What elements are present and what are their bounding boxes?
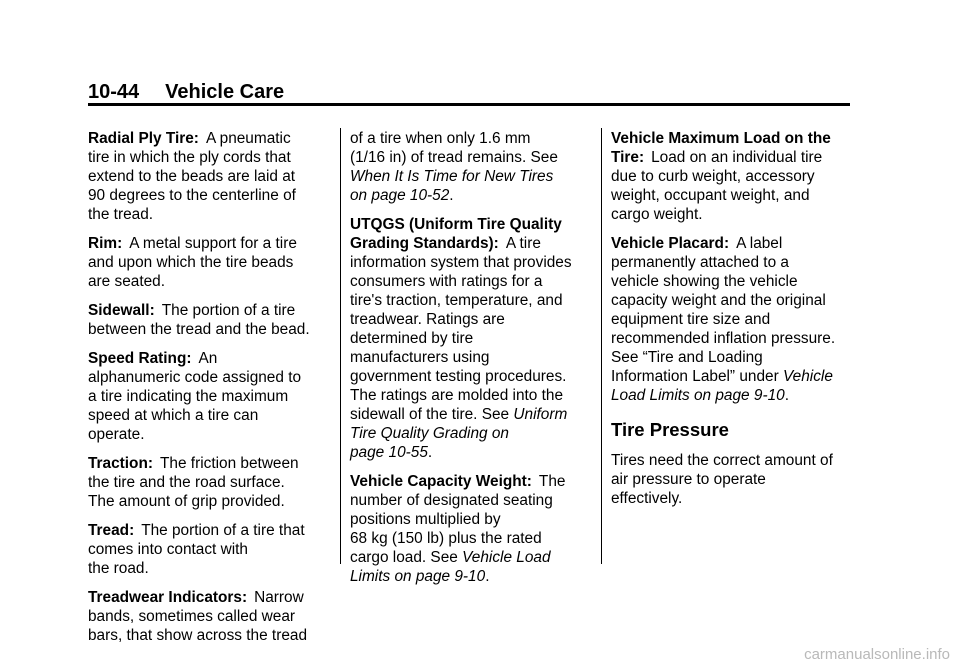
term: Tread : <box>88 522 134 539</box>
definition-radial-ply-tire: Radial Ply Tire : A pneumatic tire in which the ply cords that extend to the beads are laid at 90 degrees to the centerline of the tread. <box>88 129 336 224</box>
cross-reference-link[interactable]: page 10-55 <box>350 444 428 461</box>
term: Vehicle Placard : <box>611 235 729 252</box>
definition-vehicle-placard: Vehicle Placard : A label permanently attached to a vehicle showing the vehicle capacity weight and the original equipment tire size and recommended inflation pressure. See “Tire and Loading Information Label” under Vehicle Load Limits on page 9-10. <box>611 234 859 405</box>
definition-tread: Tread : The portion of a tire that comes into contact with the road. <box>88 521 336 578</box>
column-3 <box>611 129 859 518</box>
definition-treadwear-continued: of a tire when only 1.6 mm (1/16 in) of tread remains. See When It Is Time for New Tires on page 10-52. <box>350 130 558 204</box>
definition-vehicle-maximum-load: Vehicle Maximum Load on the Tire : Load on an individual tire due to curb weight, accessory weight, occupant weight, and cargo weight. <box>611 129 859 224</box>
page-number: 10-44 <box>88 81 140 103</box>
term: UTQGS (Uniform Tire Quality <box>350 216 562 233</box>
cross-reference-link[interactable]: Load Limits on page 9-10 <box>611 387 785 404</box>
cross-reference-link[interactable]: Vehicle <box>782 368 833 385</box>
cross-reference-link[interactable]: Limits on page 9-10 <box>350 568 486 585</box>
definition-treadwear-indicators: Treadwear Indicators : Narrow bands, sometimes called wear bars, that show across the tread <box>88 588 336 645</box>
term: Radial Ply Tire : <box>88 130 199 147</box>
definition-sidewall: Sidewall : The portion of a tire between the tread and the bead. <box>88 301 336 339</box>
cross-reference-link[interactable]: on page 10-52 <box>350 187 450 204</box>
term: Tire : <box>611 149 644 166</box>
term: Speed Rating : <box>88 350 191 367</box>
cross-reference-link[interactable]: When It Is Time for New Tires <box>350 168 554 185</box>
column-2 <box>350 129 598 596</box>
cross-reference-link[interactable]: Vehicle Load <box>462 549 551 566</box>
definition-traction: Traction : The friction between the tire and the road surface. The amount of grip provided. <box>88 454 336 511</box>
definition-vehicle-capacity-weight: Vehicle Capacity Weight : The number of designated seating positions multiplied by 68 kg (150 lb) plus the rated cargo load. See Vehicle Load Limits on page 9-10. <box>350 472 598 586</box>
column-1 <box>88 129 336 655</box>
watermark: carmanualsonline.info <box>804 646 950 663</box>
paragraph-tire-pressure: Tires need the correct amount of air pressure to operate effectively. <box>611 452 833 507</box>
cross-reference-link[interactable]: Tire Quality Grading on <box>350 425 509 442</box>
definition-rim: Rim : A metal support for a tire and upon which the tire beads are seated. <box>88 234 336 291</box>
term: Vehicle Maximum Load on the <box>611 130 831 147</box>
cross-reference-link[interactable]: Uniform <box>513 406 568 423</box>
column-divider-2 <box>601 128 602 564</box>
page-header <box>88 80 284 104</box>
definition-utqgs: UTQGS (Uniform Tire Quality Grading Standards) : A tire information system that provides consumers with ratings for a tire's traction, temperature, and treadwear. Ratings are determined by tire manufacturers using government testing procedures. The ratings are molded into the sidewall of the tire. See Uniform Tire Quality Grading on page 10-55. <box>350 215 598 462</box>
term: Traction : <box>88 455 153 472</box>
term: Treadwear Indicators : <box>88 589 247 606</box>
term: Grading Standards) : <box>350 235 499 252</box>
definition-speed-rating: Speed Rating : An alphanumeric code assigned to a tire indicating the maximum speed at which a tire can operate. <box>88 349 336 444</box>
term: Vehicle Capacity Weight : <box>350 473 532 490</box>
term: Rim : <box>88 235 122 252</box>
term: Sidewall : <box>88 302 155 319</box>
section-heading-tire-pressure: Tire Pressure <box>611 419 729 440</box>
section-title: Vehicle Care <box>165 81 285 103</box>
column-divider-1 <box>340 128 341 564</box>
header-rule <box>88 103 850 106</box>
